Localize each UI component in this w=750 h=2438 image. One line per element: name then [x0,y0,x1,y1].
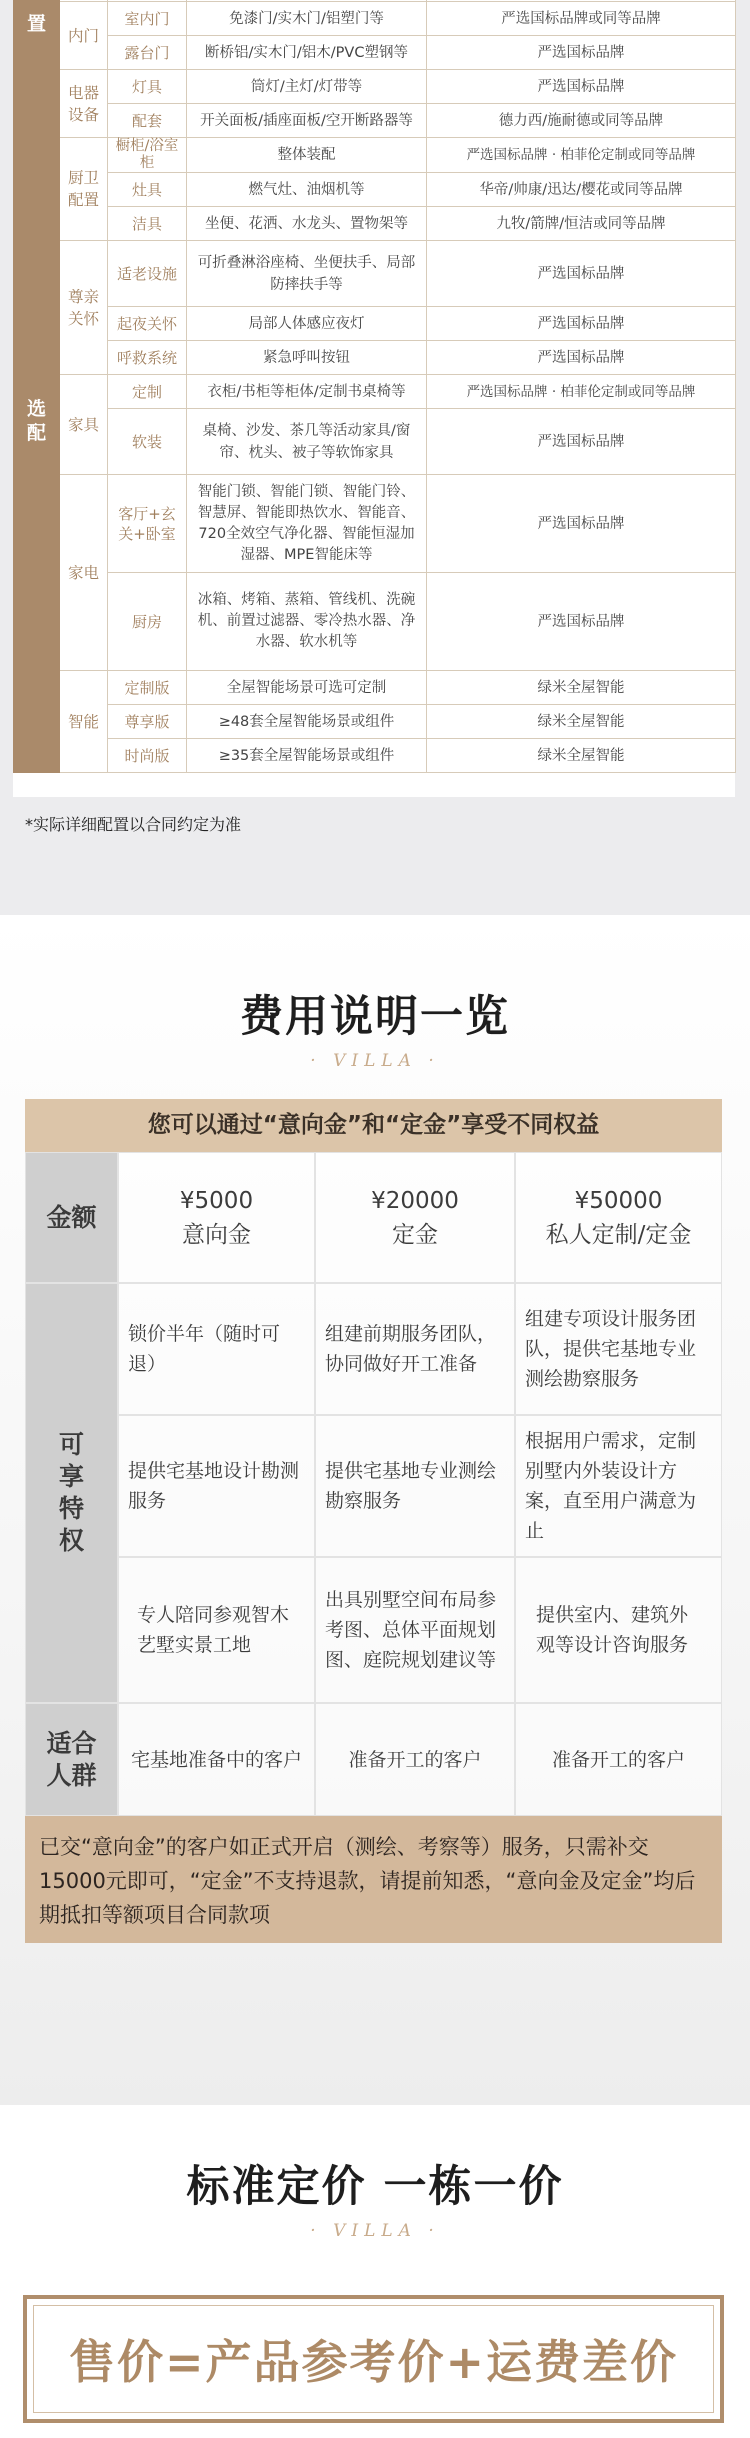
brand-cell: 严选国标品牌 · 柏菲伦定制或同等品牌 [427,375,736,409]
item-cell: 定制 [108,375,187,409]
category-cell [14,70,60,773]
brand-cell: 严选国标品牌 [427,475,736,573]
group-cell: 家电 [60,475,108,671]
item-cell: 露台门 [108,36,187,70]
privilege-cell: 根据用户需求，定制别墅内外装设计方案，直至用户满意为止 [515,1415,722,1557]
item-cell: 尊享版 [108,705,187,739]
group-cell: 尊亲关怀 [60,241,108,375]
category-cell: 置 [14,0,60,70]
config-section [0,0,750,915]
audience-cell: 宅基地准备中的客户 [118,1703,315,1816]
item-cell: 呼救系统 [108,341,187,375]
item-cell: 时尚版 [108,739,187,773]
amount-value: ¥20000 [371,1187,459,1214]
brand-cell: 绿米全屋智能 [427,739,736,773]
fees-table [25,1152,722,1816]
item-cell: 软装 [108,409,187,475]
spec-cell: 冰箱、烤箱、蒸箱、管线机、洗碗机、前置过滤器、零冷热水器、净水器、软水机等 [187,573,427,671]
amount-cell-intent [118,1152,315,1283]
config-table-wrapper [13,0,735,797]
group-cell: 厨卫配置 [60,138,108,241]
pricing-section [0,2105,750,2438]
brand-cell: 严选国标品牌 · 柏菲伦定制或同等品牌 [427,138,736,173]
audience-cell: 准备开工的客户 [315,1703,515,1816]
privilege-cell: 锁价半年（随时可退） [118,1283,315,1415]
brand-cell: 绿米全屋智能 [427,705,736,739]
fees-section [0,915,750,2105]
spec-cell: 智能门锁、智能门锁、智能门铃、智慧屏、智能即热饮水、智能音、720全效空气净化器、智能恒湿加湿器、MPE智能床等 [187,475,427,573]
spec-cell: 可折叠淋浴座椅、坐便扶手、局部防摔扶手等 [187,241,427,307]
spec-cell: 全屋智能场景可选可定制 [187,671,427,705]
item-cell: 橱柜/浴室柜 [108,138,187,173]
item-cell: 起夜关怀 [108,307,187,341]
row-label-amount: 金额 [25,1152,118,1283]
item-cell: 适老设施 [108,241,187,307]
item-cell: 客厅+玄关+卧室 [108,475,187,573]
privilege-cell: 提供宅基地设计勘测服务 [118,1415,315,1557]
row-label-audience: 适合人群 [25,1703,118,1816]
spec-cell: 桌椅、沙发、茶几等活动家具/窗帘、枕头、被子等软饰家具 [187,409,427,475]
privilege-cell: 提供宅基地专业测绘勘察服务 [315,1415,515,1557]
spec-cell: 燃气灶、油烟机等 [187,173,427,207]
fees-table-header: 您可以通过“意向金”和“定金”享受不同权益 [25,1099,722,1152]
spec-cell: 断桥铝/实木门/铝木/PVC塑钢等 [187,36,427,70]
spec-cell: 紧急呼叫按钮 [187,341,427,375]
brand-cell: 九牧/箭牌/恒洁或同等品牌 [427,207,736,241]
item-cell: 定制版 [108,671,187,705]
amount-value: ¥5000 [179,1187,254,1214]
amount-cell-custom [515,1152,722,1283]
item-cell: 洁具 [108,207,187,241]
spec-cell: ≥48套全屋智能场景或组件 [187,705,427,739]
privilege-cell: 专人陪同参观智木艺墅实景工地 [118,1557,315,1703]
spec-cell: 整体装配 [187,138,427,173]
brand-cell: 严选国标品牌 [427,36,736,70]
spec-cell: 局部人体感应夜灯 [187,307,427,341]
brand-cell: 严选国标品牌 [427,241,736,307]
privilege-cell: 组建前期服务团队，协同做好开工准备 [315,1283,515,1415]
item-cell: 室内门 [108,2,187,36]
config-table [13,0,736,773]
item-cell: 灯具 [108,70,187,104]
spec-cell: 衣柜/书柜等柜体/定制书桌椅等 [187,375,427,409]
spec-cell: 开关面板/插座面板/空开断路器等 [187,104,427,138]
item-cell: 配套 [108,104,187,138]
pricing-villa-decoration: · VILLA · [310,2221,440,2241]
brand-cell: 严选国标品牌或同等品牌 [427,2,736,36]
fees-villa-decoration: · VILLA · [310,1051,440,1071]
privilege-cell: 提供室内、建筑外观等设计咨询服务 [515,1557,722,1703]
category-label: 选配 [26,398,46,444]
fees-note: 已交“意向金”的客户如正式开启（测绘、考察等）服务，只需补交15000元即可，“定金”不支持退款，请提前知悉，“意向金及定金”均后期抵扣等额项目合同款项 [25,1816,722,1943]
spec-cell: 免漆门/实木门/铝塑门等 [187,2,427,36]
amount-value: ¥50000 [574,1187,663,1214]
spec-cell: 坐便、花洒、水龙头、置物架等 [187,207,427,241]
pricing-title: 标准定价 一栋一价 [186,2162,564,2212]
group-cell: 内门 [60,2,108,70]
config-footnote: *实际详细配置以合同约定为准 [25,815,242,834]
brand-cell: 严选国标品牌 [427,70,736,104]
group-cell: 电器设备 [60,70,108,138]
spec-cell: ≥35套全屋智能场景或组件 [187,739,427,773]
privilege-cell: 组建专项设计服务团队，提供宅基地专业测绘勘察服务 [515,1283,722,1415]
brand-cell: 华帝/帅康/迅达/樱花或同等品牌 [427,173,736,207]
item-cell: 灶具 [108,173,187,207]
row-label-privileges: 可享特权 [25,1283,118,1703]
amount-type: 私人定制/定金 [545,1221,692,1248]
amount-type: 定金 [392,1221,438,1248]
brand-cell: 德力西/施耐德或同等品牌 [427,104,736,138]
fees-title: 费用说明一览 [240,992,510,1042]
brand-cell: 严选国标品牌 [427,307,736,341]
audience-cell: 准备开工的客户 [515,1703,722,1816]
brand-cell: 严选国标品牌 [427,341,736,375]
price-formula: 售价=产品参考价+运费差价 [33,2305,714,2413]
amount-cell-deposit [315,1152,515,1283]
group-cell: 智能 [60,671,108,773]
spec-cell: 筒灯/主灯/灯带等 [187,70,427,104]
brand-cell: 严选国标品牌 [427,409,736,475]
privilege-cell: 出具别墅空间布局参考图、总体平面规划图、庭院规划建议等 [315,1557,515,1703]
brand-cell: 严选国标品牌 [427,573,736,671]
amount-type: 意向金 [182,1221,251,1248]
price-formula-box [23,2295,724,2423]
item-cell: 厨房 [108,573,187,671]
group-cell: 家具 [60,375,108,475]
brand-cell: 绿米全屋智能 [427,671,736,705]
